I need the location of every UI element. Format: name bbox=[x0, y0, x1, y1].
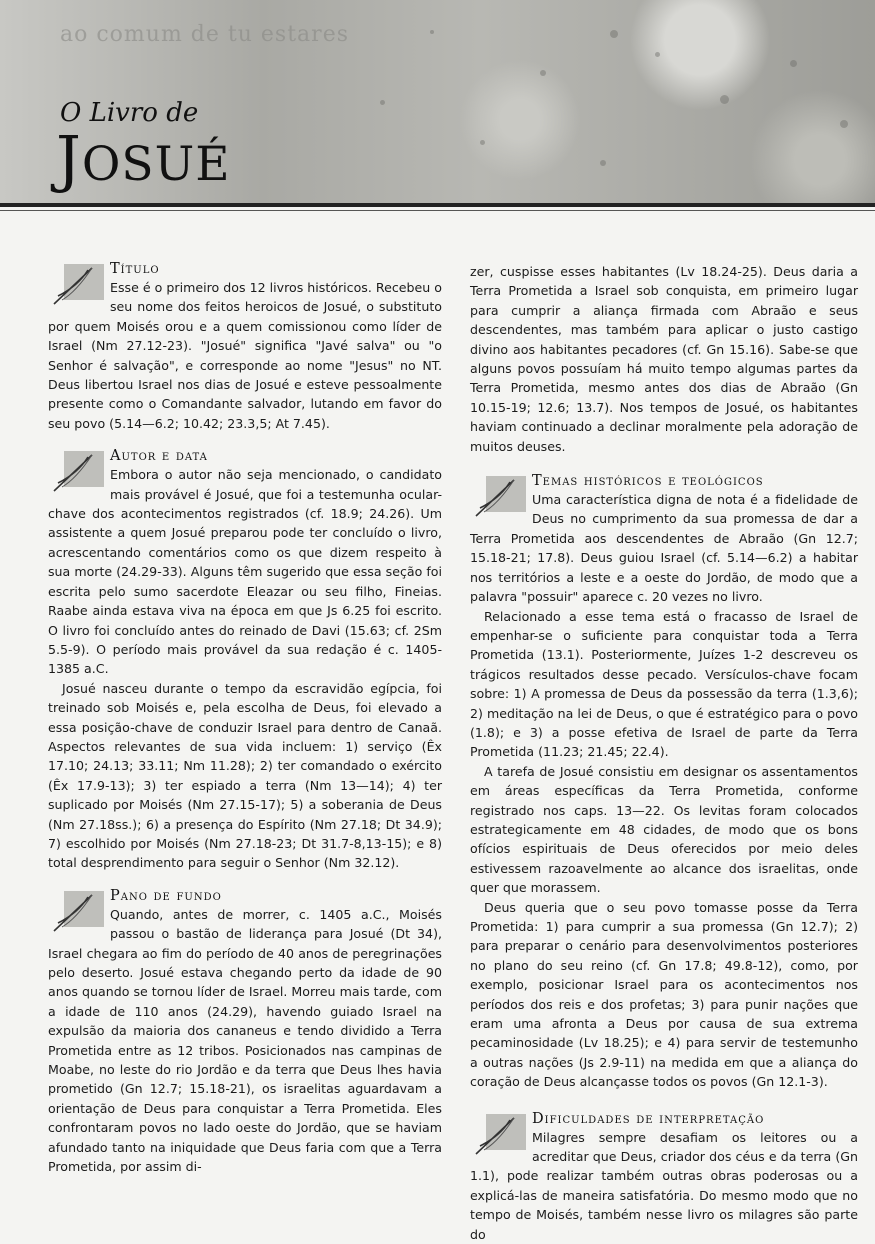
paragraph: zer, cuspisse esses habitantes (Lv 18.24-25). Deus daria a Terra Prometida a Israel sob conquista, em primeiro lugar para cumprir a aliança firmada com Abraão e seus descendentes, mas também para aplicar o justo castigo divino aos habitantes pecadores (cf. Gn 15.16). Sabe-se que alguns povos possuíam há muito tempo algumas partes da Terra Prometida, mesmo antes dos dias de Abraão (Gn 10.15-19; 12.6; 13.7). Nos tempos de Josué, os habitantes haviam continuado a declinar moralmente pela adoração de muitos deuses. bbox=[470, 264, 858, 454]
quill-icon bbox=[48, 887, 106, 937]
section-pano-de-fundo bbox=[48, 887, 442, 1177]
paragraph: Josué nasceu durante o tempo da escravidão egípcia, foi treinado sob Moisés e, pela escolha de Deus, foi elevado a essa posição-chave de conduzir Israel para dentro de Canaã. Aspectos relevantes de sua vida incluem: 1) serviço (Êx 17.10; 24.13; 33.11; Nm 11.28); 2) ter comandado o exército (Êx 17.9-13); 3) ter espiado a terra (Nm 13—14); 4) ter suplicado por Moisés (Nm 27.15-17); 5) a soberania de Deus (Nm 27.18ss.); 6) a presença do Espírito (Nm 27.18; Dt 34.9); 7) escolhido por Moisés (Nm 27.18-23; Dt 31.7-8,13-15); e 8) total desprendimento para seguir o Senhor (Nm 32.12). bbox=[48, 680, 442, 871]
section-heading: Autor e data bbox=[110, 448, 208, 465]
page-header bbox=[0, 0, 875, 205]
left-column bbox=[48, 260, 442, 1176]
paragraph: Deus queria que o seu povo tomasse posse da Terra Prometida: 1) para cumprir a sua promessa (Gn 12.7); 2) para preparar o cenário para desenvolvimentos posteriores no plano do seu reino (cf. Gn 17.8; 49.8-12), como, por exemplo, posicionar Israel para os acontecimentos nos períodos dos reis e dos profetas; 3) para punir nações que eram uma afronta a Deus por causa de sua extrema pecaminosidade (Lv 18.25); e 4) para servir de testemunho a outras nações (Js 2.9-11) na medida em que a aliança do coração de Deus alcançasse todos os povos (Gn 12.1-3). bbox=[470, 899, 858, 1090]
header-rule-thin bbox=[0, 210, 875, 211]
paragraph: Embora o autor não seja mencionado, o candidato mais provável é Josué, que foi a testemunha ocular-chave dos acontecimentos registrados (cf. 18.9; 24.26). Um assistente a quem Josué preparou pode ter concluído o livro, acrescentando comentários como os que dizem respeito à sua morte (24.29-33). Alguns têm sugerido que essa seção foi escrita pelo sumo sacerdote Eleazar ou seu filho, Fineias. Raabe ainda estava viva na época em que Js 6.25 foi escrito. O livro foi concluído antes do reinado de Davi (15.63; cf. 2Sm 5.5-9). O período mais provável da sua redação é c. 1405-1385 a.C. bbox=[48, 467, 442, 677]
section-titulo bbox=[48, 260, 442, 433]
quill-icon bbox=[470, 472, 528, 522]
quill-icon bbox=[48, 447, 106, 497]
book-title-prefix: O Livro de bbox=[60, 98, 199, 128]
section-autor-data bbox=[48, 447, 442, 873]
right-column bbox=[470, 262, 858, 1244]
section-heading: Temas históricos e teológicos bbox=[532, 473, 764, 490]
paragraph: Esse é o primeiro dos 12 livros históricos. Recebeu o seu nome dos feitos heroicos de Josué, o substituto por quem Moisés orou e a quem comissionou como líder de Israel (Nm 27.12-23). "Josué" significa "Javé salva" ou "o Senhor é salvação", e corresponde ao nome "Jesus" no NT. Deus libertou Israel nos dias de Josué e esteve pessoalmente presente como o Comandante salvador, lutando em favor do seu povo (5.14—6.2; 10.42; 23.3,5; At 7.45). bbox=[48, 280, 442, 431]
paragraph: A tarefa de Josué consistiu em designar os assentamentos em áreas específicas da Terra Prometida, conforme registrado nos caps. 13—22. Os levitas foram colocados estrategicamente em 48 cidades, de modo que os bons ofícios espirituais de Deus oferecidos por meio deles estivessem razoavelmente ao alcance dos israelitas, onde quer que morassem. bbox=[470, 763, 858, 896]
book-title-rest: OSUÉ bbox=[81, 137, 231, 192]
section-dificuldades bbox=[470, 1110, 858, 1244]
header-rule-thick bbox=[0, 203, 875, 207]
quill-icon bbox=[48, 260, 106, 310]
background-ghost-text: ao comum de tu estares bbox=[60, 22, 349, 47]
section-temas bbox=[470, 472, 858, 1092]
section-heading: Título bbox=[110, 261, 160, 277]
section-heading: Pano de fundo bbox=[110, 887, 222, 904]
book-title bbox=[56, 122, 231, 196]
quill-icon bbox=[470, 1110, 528, 1160]
book-title-initial: J bbox=[56, 122, 82, 195]
paragraph: Quando, antes de morrer, c. 1405 a.C., Moisés passou o bastão de liderança para Josué (Dt 34), Israel chegara ao fim do período de 40 anos de peregrinações pelo deserto. Josué estava chegando perto da idade de 90 anos quando se tornou líder de Israel. Morreu mais tarde, com a idade de 110 anos (24.29), havendo guiado Israel na expulsão da maioria dos cananeus e tendo dividido a Terra Prometida entre as 12 tribos. Posicionados nas campinas de Moabe, no leste do rio Jordão e da terra que Deus lhes havia prometido (Gn 12.7; 15.18-21), os israelitas aguardavam a orientação de Deus para conquistar a Terra Prometida. Eles confrontaram povos no lado oeste do Jordão, que se haviam afundado tanto na iniquidade que Deus faria com que a Terra Prometida, por assim di- bbox=[48, 906, 442, 1175]
section-heading: Dificuldades de interpretação bbox=[532, 1110, 765, 1127]
paragraph: Relacionado a esse tema está o fracasso de Israel de empenhar-se o suficiente para conquistar toda a Terra Prometida (13.1). Posteriormente, Juízes 1-2 descreveu os trágicos resultados desse pecado. Versículos-chave focam sobre: 1) A promessa de Deus da possessão da terra (1.3,6); 2) meditação na lei de Deus, o que é estratégico para o povo (1.8); e 3) a posse efetiva de Israel de parte da Terra Prometida (11.23; 21.45; 22.4). bbox=[470, 608, 858, 760]
paragraph: Milagres sempre desafiam os leitores ou a acreditar que Deus, criador dos céus e da terra (Gn 1.1), pode realizar também outras obras poderosas ou a explicá-las de maneira satisfatória. Do mesmo modo que no tempo de Moisés, também nesse livro os milagres são parte do bbox=[470, 1129, 858, 1242]
paragraph: Uma característica digna de nota é a fidelidade de Deus no cumprimento da sua promessa de dar a Terra Prometida aos descendentes de Abraão (Gn 12.7; 15.18-21; 17.8). Deus guiou Israel (cf. 5.14—6.2) a habitar nos territórios a leste e a oeste do Jordão, de modo que a palavra "possuir" aparece c. 20 vezes no livro. bbox=[470, 492, 858, 605]
